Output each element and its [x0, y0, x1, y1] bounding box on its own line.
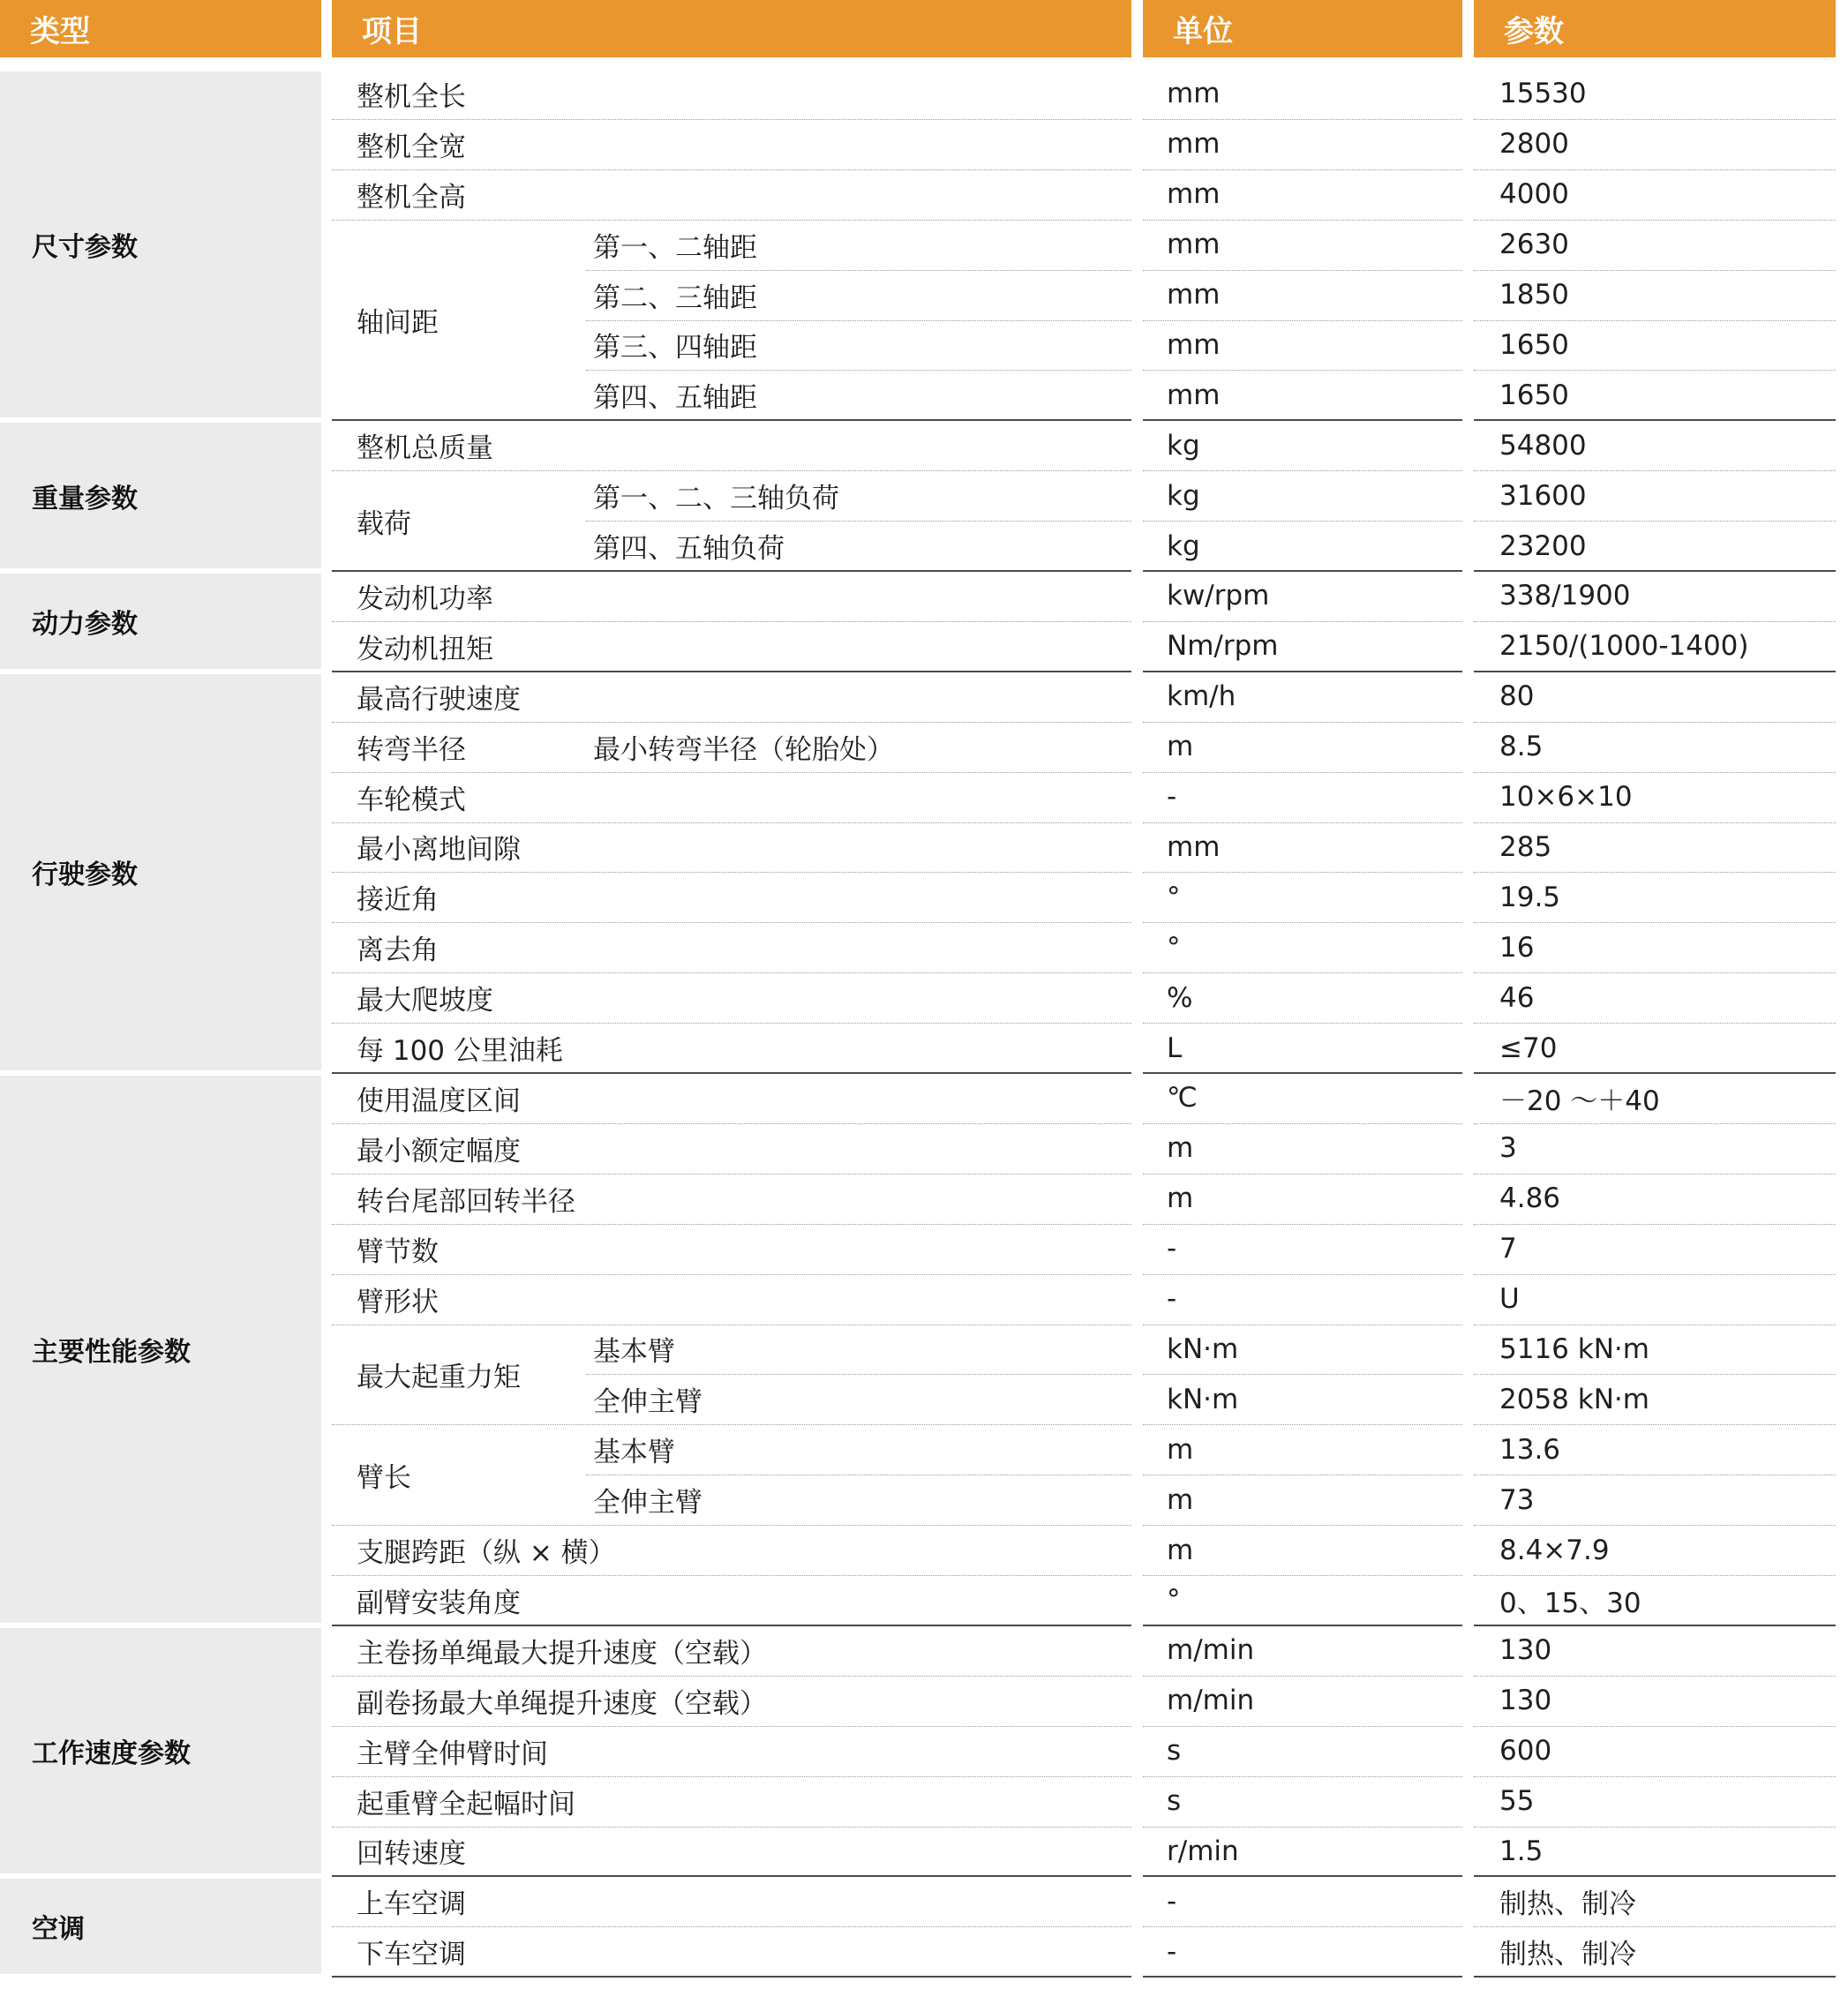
item-cell: 整机全长	[357, 80, 466, 113]
row-divider	[332, 1274, 1131, 1275]
row-divider	[332, 621, 1131, 622]
param-cell: 46	[1499, 981, 1535, 1014]
group-divider	[332, 1976, 1131, 1978]
item-cell: 上车空调	[357, 1888, 466, 1921]
category-cell: 重量参数	[0, 423, 321, 568]
item-cell: 最高行驶速度	[357, 683, 521, 716]
sub-item-cell: 全伸主臂	[593, 1487, 702, 1520]
item-cell: 发动机功率	[357, 582, 493, 615]
unit-cell: kN·m	[1167, 1332, 1239, 1365]
param-cell: U	[1499, 1283, 1520, 1316]
item-cell: 转台尾部回转半径	[357, 1185, 575, 1218]
param-cell: 8.5	[1499, 731, 1544, 763]
param-cell: 7	[1499, 1233, 1517, 1265]
row-divider	[332, 1174, 1131, 1175]
item-cell: 臂形状	[357, 1286, 439, 1318]
item-cell: 整机全高	[357, 181, 466, 214]
item-cell: 臂长	[357, 1461, 411, 1494]
item-cell: 起重臂全起幅时间	[357, 1788, 575, 1820]
param-cell: 16	[1499, 931, 1535, 964]
param-cell: 1650	[1499, 328, 1569, 361]
unit-cell: mm	[1167, 328, 1221, 361]
unit-cell: m/min	[1167, 1634, 1255, 1667]
param-cell: 338/1900	[1499, 580, 1631, 612]
param-cell: 10×6×10	[1499, 781, 1633, 814]
param-cell: 2800	[1499, 128, 1569, 161]
param-cell: 54800	[1499, 429, 1587, 462]
param-cell: ≤70	[1499, 1032, 1558, 1064]
item-cell: 臂节数	[357, 1235, 439, 1268]
unit-cell: °	[1167, 931, 1181, 964]
category-cell: 动力参数	[0, 574, 321, 669]
unit-cell: r/min	[1167, 1835, 1239, 1867]
row-divider	[332, 872, 1131, 873]
unit-cell: mm	[1167, 178, 1221, 211]
group-divider	[1143, 1976, 1462, 1978]
param-cell: 制热、制冷	[1499, 1888, 1636, 1921]
unit-cell: %	[1167, 981, 1193, 1014]
sub-item-cell: 全伸主臂	[593, 1386, 702, 1419]
row-divider	[332, 972, 1131, 973]
unit-cell: km/h	[1167, 680, 1236, 713]
unit-cell: -	[1167, 1885, 1177, 1918]
unit-cell: °	[1167, 1584, 1181, 1617]
row-divider	[332, 922, 1131, 923]
row-divider	[332, 1827, 1131, 1828]
item-cell: 副卷扬最大单绳提升速度（空载）	[357, 1687, 767, 1720]
param-cell: 8.4×7.9	[1499, 1534, 1610, 1566]
item-cell: 下车空调	[357, 1939, 466, 1971]
unit-cell: mm	[1167, 830, 1221, 863]
param-cell: 80	[1499, 680, 1535, 713]
item-cell: 最小离地间隙	[357, 834, 521, 867]
item-cell: 回转速度	[357, 1838, 466, 1871]
unit-cell: mm	[1167, 279, 1221, 311]
row-divider	[332, 1575, 1131, 1576]
unit-cell: m	[1167, 1132, 1194, 1165]
unit-cell: mm	[1167, 229, 1221, 261]
row-divider	[332, 1123, 1131, 1124]
sub-item-cell: 基本臂	[593, 1336, 675, 1369]
row-divider	[332, 1023, 1131, 1024]
group-divider	[1474, 1976, 1836, 1978]
item-cell: 转弯半径	[357, 733, 466, 766]
sub-item-cell: 第二、三轴距	[593, 281, 757, 314]
sub-item-cell: 基本臂	[593, 1437, 675, 1469]
sub-item-cell: 最小转弯半径（轮胎处）	[593, 733, 894, 766]
row-divider	[332, 1525, 1131, 1526]
unit-cell: °	[1167, 881, 1181, 913]
item-cell: 支腿跨距（纵 × 横）	[357, 1537, 616, 1570]
sub-item-cell: 第一、二、三轴负荷	[593, 483, 839, 515]
item-cell: 接近角	[357, 884, 439, 917]
item-cell: 每 100 公里油耗	[357, 1035, 563, 1068]
unit-cell: m/min	[1167, 1685, 1255, 1717]
param-cell: 13.6	[1499, 1433, 1561, 1466]
row-divider	[332, 1224, 1131, 1225]
param-cell: 23200	[1499, 529, 1587, 562]
category-cell: 工作速度参数	[0, 1628, 321, 1874]
param-cell: －20 ～＋40	[1499, 1085, 1660, 1117]
item-cell: 主臂全伸臂时间	[357, 1738, 548, 1770]
row-divider	[332, 1676, 1131, 1677]
param-cell: 1850	[1499, 279, 1569, 311]
row-divider	[332, 1726, 1131, 1727]
unit-cell: -	[1167, 1935, 1177, 1968]
unit-cell: mm	[1167, 78, 1221, 110]
category-cell: 行驶参数	[0, 674, 321, 1070]
item-cell: 整机全宽	[357, 131, 466, 163]
unit-cell: L	[1167, 1032, 1183, 1064]
header-item: 项目	[332, 0, 1131, 57]
sub-item-cell: 第四、五轴负荷	[593, 533, 785, 566]
param-cell: 55	[1499, 1785, 1535, 1818]
param-cell: 285	[1499, 830, 1552, 863]
param-cell: 2058 kN·m	[1499, 1383, 1649, 1415]
unit-cell: m	[1167, 1534, 1194, 1566]
unit-cell: m	[1167, 1483, 1194, 1516]
item-cell: 车轮模式	[357, 784, 466, 816]
item-cell: 副臂安装角度	[357, 1587, 521, 1619]
unit-cell: mm	[1167, 128, 1221, 161]
item-cell: 使用温度区间	[357, 1085, 521, 1117]
category-cell: 空调	[0, 1879, 321, 1974]
param-cell: 130	[1499, 1685, 1552, 1717]
param-cell: 1650	[1499, 379, 1569, 411]
unit-cell: Nm/rpm	[1167, 630, 1279, 663]
param-cell: 0、15、30	[1499, 1587, 1641, 1619]
param-cell: 4000	[1499, 178, 1569, 211]
unit-cell: m	[1167, 731, 1194, 763]
param-cell: 2630	[1499, 229, 1569, 261]
param-cell: 130	[1499, 1634, 1552, 1667]
item-cell: 最大起重力矩	[357, 1361, 521, 1393]
item-cell: 最小额定幅度	[357, 1135, 521, 1167]
category-cell: 尺寸参数	[0, 71, 321, 417]
unit-cell: s	[1167, 1735, 1182, 1768]
param-cell: 4.86	[1499, 1182, 1561, 1215]
item-cell: 载荷	[357, 507, 411, 540]
row-divider	[332, 1776, 1131, 1777]
item-cell: 离去角	[357, 934, 439, 967]
unit-cell: kg	[1167, 479, 1200, 512]
param-cell: 3	[1499, 1132, 1517, 1165]
header-unit: 单位	[1143, 0, 1462, 57]
unit-cell: kg	[1167, 529, 1200, 562]
row-divider	[332, 169, 1131, 170]
param-cell: 1.5	[1499, 1835, 1544, 1867]
unit-cell: -	[1167, 1233, 1177, 1265]
item-cell: 发动机扭矩	[357, 633, 493, 665]
param-cell: 5116 kN·m	[1499, 1332, 1649, 1365]
category-cell: 主要性能参数	[0, 1076, 321, 1623]
unit-cell: -	[1167, 781, 1177, 814]
param-cell: 600	[1499, 1735, 1552, 1768]
sub-item-cell: 第一、二轴距	[593, 231, 757, 264]
param-cell: 制热、制冷	[1499, 1939, 1636, 1971]
sub-item-cell: 第四、五轴距	[593, 382, 757, 415]
unit-cell: kw/rpm	[1167, 580, 1270, 612]
header-type: 类型	[0, 0, 321, 57]
item-cell: 最大爬坡度	[357, 985, 493, 1017]
param-cell: 19.5	[1499, 881, 1561, 913]
unit-cell: mm	[1167, 379, 1221, 411]
param-cell: 15530	[1499, 78, 1587, 110]
unit-cell: kg	[1167, 429, 1200, 462]
unit-cell: m	[1167, 1433, 1194, 1466]
unit-cell: -	[1167, 1283, 1177, 1316]
header-param: 参数	[1474, 0, 1836, 57]
item-cell: 整机总质量	[357, 432, 493, 465]
item-cell: 轴间距	[357, 306, 439, 339]
row-divider	[332, 119, 1131, 120]
sub-item-cell: 第三、四轴距	[593, 332, 757, 364]
row-divider	[332, 822, 1131, 823]
param-cell: 31600	[1499, 479, 1587, 512]
item-cell: 主卷扬单绳最大提升速度（空载）	[357, 1637, 767, 1670]
unit-cell: kN·m	[1167, 1383, 1239, 1415]
param-cell: 2150/(1000-1400)	[1499, 630, 1749, 663]
unit-cell: s	[1167, 1785, 1182, 1818]
row-divider	[332, 1926, 1131, 1927]
row-divider	[332, 772, 1131, 773]
unit-cell: ℃	[1167, 1082, 1198, 1115]
param-cell: 73	[1499, 1483, 1535, 1516]
unit-cell: m	[1167, 1182, 1194, 1215]
